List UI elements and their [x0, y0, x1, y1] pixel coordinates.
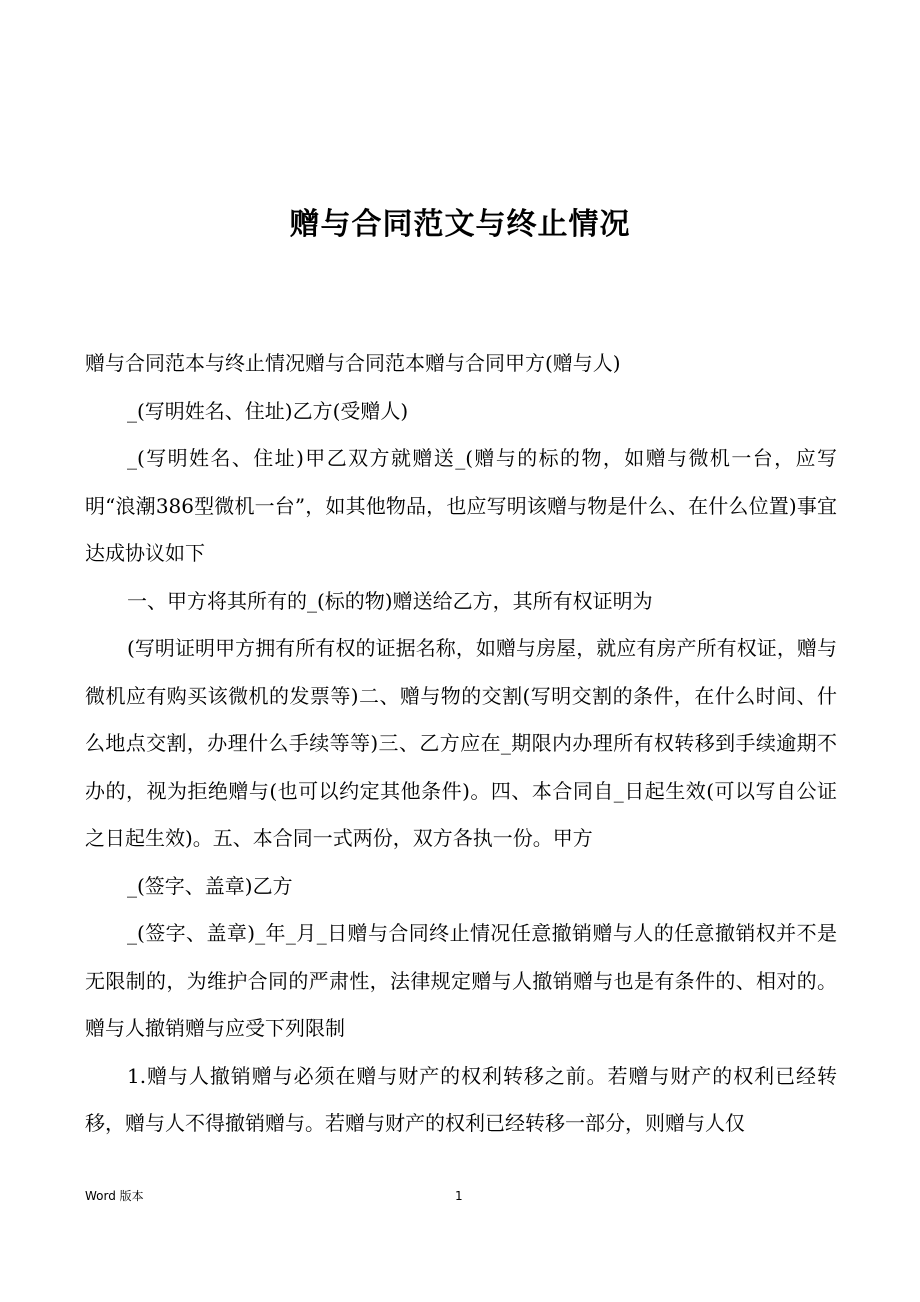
paragraph-6: _(签字、盖章)乙方	[127, 873, 293, 898]
paragraph-7: _(签字、盖章)_年_月_日赠与合同终止情况任意撤销赠与人的任意撤销权并不是无限制的，为维护合同的严肃性，法律规定赠与人撤销赠与也是有条件的、相对的。赠与人撤销赠与应受下列限制	[85, 921, 837, 1040]
paragraph-1: 赠与合同范本与终止情况赠与合同范本赠与合同甲方(赠与人)	[85, 351, 621, 375]
paragraph-2: _(写明姓名、住址)乙方(受赠人)	[127, 398, 409, 423]
paragraph-3: _(写明姓名、住址)甲乙双方就赠送_(赠与的标的物，如赠与微机一台，应写明“浪潮386型微机一台”，如其他物品，也应写明该赠与物是什么、在什么位置)事宜达成协议如下	[85, 446, 837, 565]
paragraph-4: 一、甲方将其所有的_(标的物)赠送给乙方，其所有权证明为	[127, 588, 653, 613]
footer-page-number: 1	[455, 1189, 463, 1203]
document-body	[85, 340, 837, 1148]
footer-version-label: Word 版本	[85, 1189, 144, 1203]
paragraph-5: (写明证明甲方拥有所有权的证据名称，如赠与房屋，就应有房产所有权证，赠与微机应有购买该微机的发票等)二、赠与物的交割(写明交割的条件，在什么时间、什么地点交割，办理什么手续等等)三、乙方应在_期限内办理所有权转移到手续逾期不办的，视为拒绝赠与(也可以约定其他条件)。四、本合同自_日起生效(可以写自公证之日起生效)。五、本合同一式两份，双方各执一份。甲方	[85, 636, 837, 850]
paragraph-8: 1.赠与人撤销赠与必须在赠与财产的权利转移之前。若赠与财产的权利已经转移，赠与人不得撤销赠与。若赠与财产的权利已经转移一部分，则赠与人仅	[85, 1063, 837, 1135]
document-title: 赠与合同范文与终止情况	[289, 207, 631, 242]
